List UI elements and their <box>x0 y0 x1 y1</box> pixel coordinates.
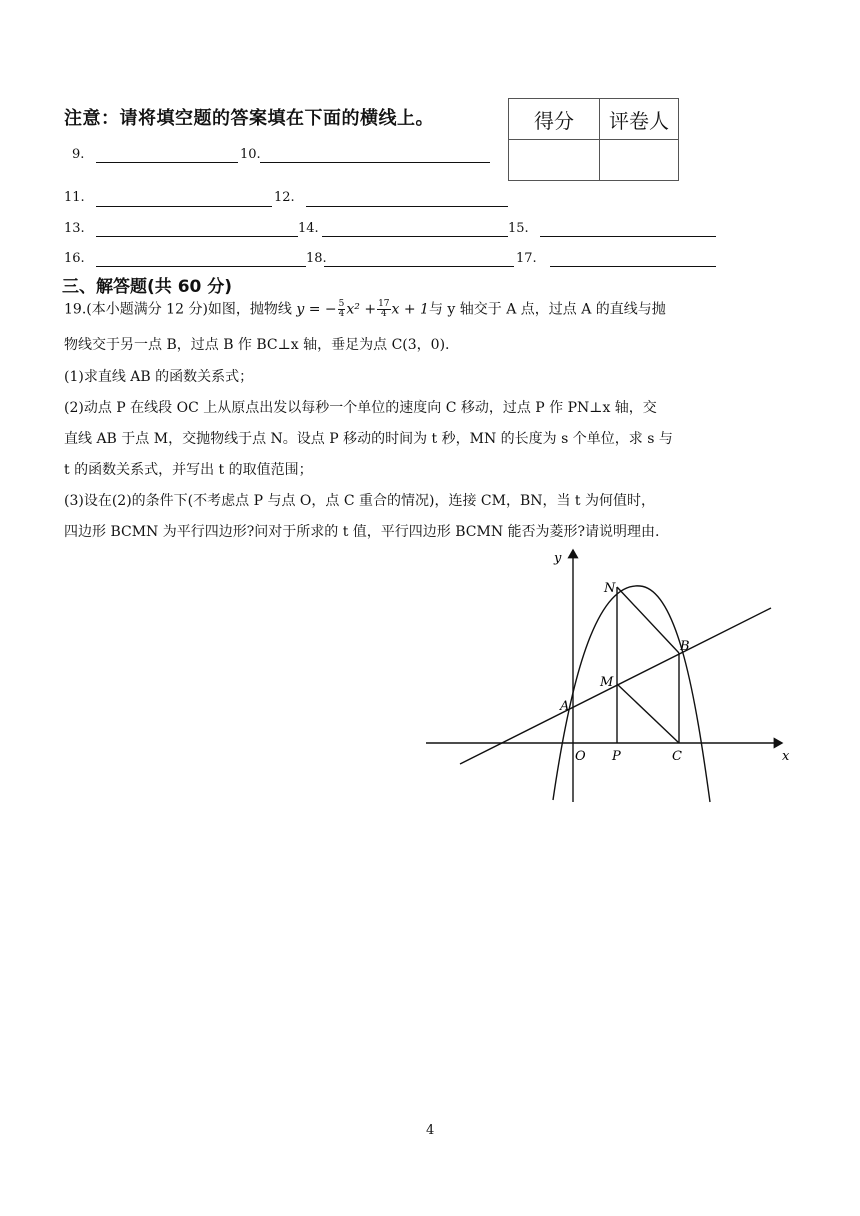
answer-line-18[interactable] <box>324 266 514 267</box>
blank-number-11: 11. <box>64 190 85 205</box>
score-cell[interactable] <box>509 140 600 181</box>
blank-number-12: 12. <box>274 190 295 205</box>
answer-line-12[interactable] <box>306 206 508 207</box>
question-1: (1)求直线 AB 的函数关系式； <box>64 369 254 385</box>
question-2-line-a: (2)动点 P 在线段 OC 上从原点出发以每秒一个单位的速度向 C 移动，过点 P 作 PN⊥x 轴，交 <box>64 400 657 416</box>
answer-line-13[interactable] <box>96 236 298 237</box>
problem-line-2: 物线交于另一点 B，过点 B 作 BC⊥x 轴，垂足为点 C(3，0). <box>64 337 450 353</box>
problem-intro: 19.(本小题满分 12 分)如图，抛物线 <box>64 301 297 318</box>
question-2-line-c: t 的函数关系式，并写出 t 的取值范围； <box>64 462 313 478</box>
eq-y: y = − <box>296 301 337 318</box>
label-b: B <box>680 639 690 654</box>
blank-number-18: 18. <box>306 251 327 266</box>
label-p: P <box>612 749 621 764</box>
notice-text: 注意：请将填空题的答案填在下面的横线上。 <box>64 108 434 129</box>
answer-line-10[interactable] <box>260 162 490 163</box>
problem-line-1 <box>64 300 666 319</box>
eq-mid: x² + <box>346 301 377 318</box>
geometry-figure <box>420 540 800 806</box>
blank-number-15: 15. <box>508 221 529 236</box>
question-2-line-b: 直线 AB 于点 M，交抛物线于点 N。设点 P 移动的时间为 t 秒，MN 的长度为 s 个单位，求 s 与 <box>64 431 673 447</box>
blank-number-14: 14. <box>298 221 319 236</box>
answer-line-17[interactable] <box>550 266 716 267</box>
fraction-17-4: $\frac{17}{4}$ <box>378 299 390 319</box>
page-number: 4 <box>426 1123 435 1138</box>
grader-header: 评卷人 <box>600 99 679 140</box>
eq-end: x + 1 <box>391 301 429 318</box>
answer-line-15[interactable] <box>540 236 716 237</box>
question-3-line-a: (3)设在(2)的条件下(不考虑点 P 与点 O，点 C 重合的情况)，连接 CM，BN，当 t 为何值时， <box>64 493 656 509</box>
answer-line-14[interactable] <box>322 236 508 237</box>
blank-number-13: 13. <box>64 221 85 236</box>
label-y: y <box>554 551 562 566</box>
answer-line-11[interactable] <box>96 206 272 207</box>
fraction-5-4: $\frac{5}{4}$ <box>338 299 345 319</box>
blank-number-9: 9. <box>72 147 85 162</box>
label-o: O <box>575 749 586 764</box>
blank-number-16: 16. <box>64 251 85 266</box>
line-ab <box>460 608 771 764</box>
score-table <box>508 98 679 181</box>
label-a: A <box>560 699 570 714</box>
answer-line-16[interactable] <box>96 266 306 267</box>
blank-number-10: 10. <box>240 147 261 162</box>
label-x: x <box>782 749 790 764</box>
answer-line-9[interactable] <box>96 162 238 163</box>
blank-number-17: 17. <box>516 251 537 266</box>
grader-cell[interactable] <box>600 140 679 181</box>
label-n: N <box>604 581 616 596</box>
question-3-line-b: 四边形 BCMN 为平行四边形?问对于所求的 t 值，平行四边形 BCMN 能否为菱形?请说明理由. <box>64 524 660 540</box>
label-c: C <box>672 749 682 764</box>
parabola <box>553 586 710 802</box>
section-title: 三、解答题(共 60 分) <box>62 277 233 297</box>
problem-intro-b: 与 y 轴交于 A 点，过点 A 的直线与抛 <box>428 301 666 318</box>
segment-mc <box>617 684 679 743</box>
label-m: M <box>600 675 614 690</box>
score-header: 得分 <box>509 99 600 140</box>
segment-nb <box>617 587 679 653</box>
